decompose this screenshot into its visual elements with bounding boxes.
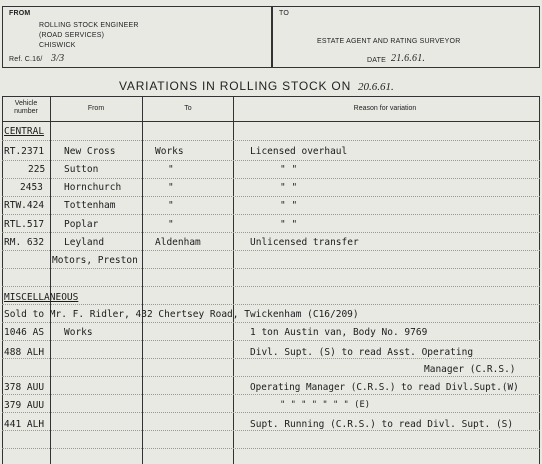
from-line-2: (ROAD SERVICES) <box>39 32 105 39</box>
ref-label: Ref. C.16/ <box>9 56 43 63</box>
cell-vehicle: RM. 632 <box>4 237 45 248</box>
col-header-to: To <box>184 105 192 112</box>
row-rule <box>2 268 540 269</box>
cell-reason: Operating Manager (C.R.S.) to read Divl.Supt.(W) <box>250 382 519 393</box>
row-rule <box>2 394 540 395</box>
cell-vehicle: 379 AUU <box>4 400 45 411</box>
col-rule-2 <box>142 96 143 464</box>
title-date: 20.6.61. <box>358 81 394 93</box>
cell-reason: " " <box>280 182 298 193</box>
cell-from: Sutton <box>64 164 99 175</box>
cell-reason: Unlicensed transfer <box>250 237 359 248</box>
row-rule <box>2 250 540 251</box>
col-header-reason: Reason for variation <box>353 105 417 112</box>
row-rule <box>2 430 540 431</box>
table-top-rule <box>2 96 540 97</box>
cell-vehicle: 441 ALH <box>4 419 45 430</box>
cell-to: Works <box>155 146 184 157</box>
cell-reason: Supt. Running (C.R.S.) to read Divl. Supt. (S) <box>250 419 514 430</box>
row-rule <box>2 286 540 287</box>
document-title: VARIATIONS IN ROLLING STOCK ON <box>119 79 352 93</box>
from-box <box>2 6 272 68</box>
cell-vehicle: 378 AUU <box>4 382 45 393</box>
cell-to: " <box>168 182 174 193</box>
row-rule <box>2 214 540 215</box>
row-rule <box>2 448 540 449</box>
cell-to: " <box>168 164 174 175</box>
col-header-vehicle-line-1: Vehicle <box>14 100 38 107</box>
cell-from: Poplar <box>64 219 99 230</box>
cell-reason: " " <box>280 200 298 211</box>
cell-vehicle: Sold to Mr. F. Ridler, 432 Chertsey Road, Twickenham (C16/209) <box>4 309 359 320</box>
row-rule <box>2 358 540 359</box>
from-line-1: ROLLING STOCK ENGINEER <box>39 22 139 29</box>
from-line-3: CHISWICK <box>39 42 76 49</box>
cell-vehicle: RT.2371 <box>4 146 45 157</box>
row-rule <box>2 140 540 141</box>
col-rule-3 <box>233 96 234 464</box>
row-rule <box>2 160 540 161</box>
table-header-rule <box>2 121 540 122</box>
cell-vehicle: 225 <box>28 164 46 175</box>
row-rule <box>2 304 540 305</box>
col-rule-1 <box>50 96 51 464</box>
row-rule <box>2 232 540 233</box>
cell-reason: Manager (C.R.S.) <box>424 364 516 375</box>
cell-to: Aldenham <box>155 237 201 248</box>
row-rule <box>2 412 540 413</box>
row-rule <box>2 340 540 341</box>
section-misc: MISCELLANEOUS <box>4 292 79 303</box>
col-header-from: From <box>87 105 105 112</box>
cell-reason: 1 ton Austin van, Body No. 9769 <box>250 327 428 338</box>
cell-from: Tottenham <box>64 200 116 211</box>
date-value: 21.6.61. <box>391 53 426 64</box>
cell-from: Works <box>64 327 93 338</box>
to-value: ESTATE AGENT AND RATING SURVEYOR <box>317 38 461 45</box>
row-rule <box>2 196 540 197</box>
cell-reason: Licensed overhaul <box>250 146 348 157</box>
cell-reason: Divl. Supt. (S) to read Asst. Operating <box>250 347 474 358</box>
cell-from: New Cross <box>64 146 116 157</box>
ref-value: 3/3 <box>51 53 65 64</box>
cell-vehicle: 488 ALH <box>4 347 45 358</box>
cell-vehicle: 1046 AS <box>4 327 45 338</box>
cell-from: Hornchurch <box>64 182 122 193</box>
section-central: CENTRAL <box>4 126 45 137</box>
cell-to: " <box>168 200 174 211</box>
row-rule <box>2 376 540 377</box>
cell-from: Leyland <box>64 237 105 248</box>
cell-from: Motors, Preston <box>52 255 138 266</box>
cell-vehicle: RTW.424 <box>4 200 45 211</box>
date-label: DATE <box>367 57 386 64</box>
cell-reason: " " <box>280 219 298 230</box>
cell-to: " <box>168 219 174 230</box>
cell-vehicle: 2453 <box>20 182 43 193</box>
to-box <box>272 6 540 68</box>
col-header-vehicle-line-2: number <box>14 108 38 115</box>
cell-reason: " " <box>280 164 298 175</box>
table-left-rule <box>2 96 3 464</box>
col-header-vehicle <box>4 100 48 116</box>
table-right-rule <box>539 96 540 464</box>
row-rule <box>2 322 540 323</box>
from-label: FROM <box>9 10 31 17</box>
cell-vehicle: RTL.517 <box>4 219 45 230</box>
cell-reason: " " " " " " " (E) <box>280 400 371 410</box>
row-rule <box>2 178 540 179</box>
to-label: TO <box>279 10 289 17</box>
